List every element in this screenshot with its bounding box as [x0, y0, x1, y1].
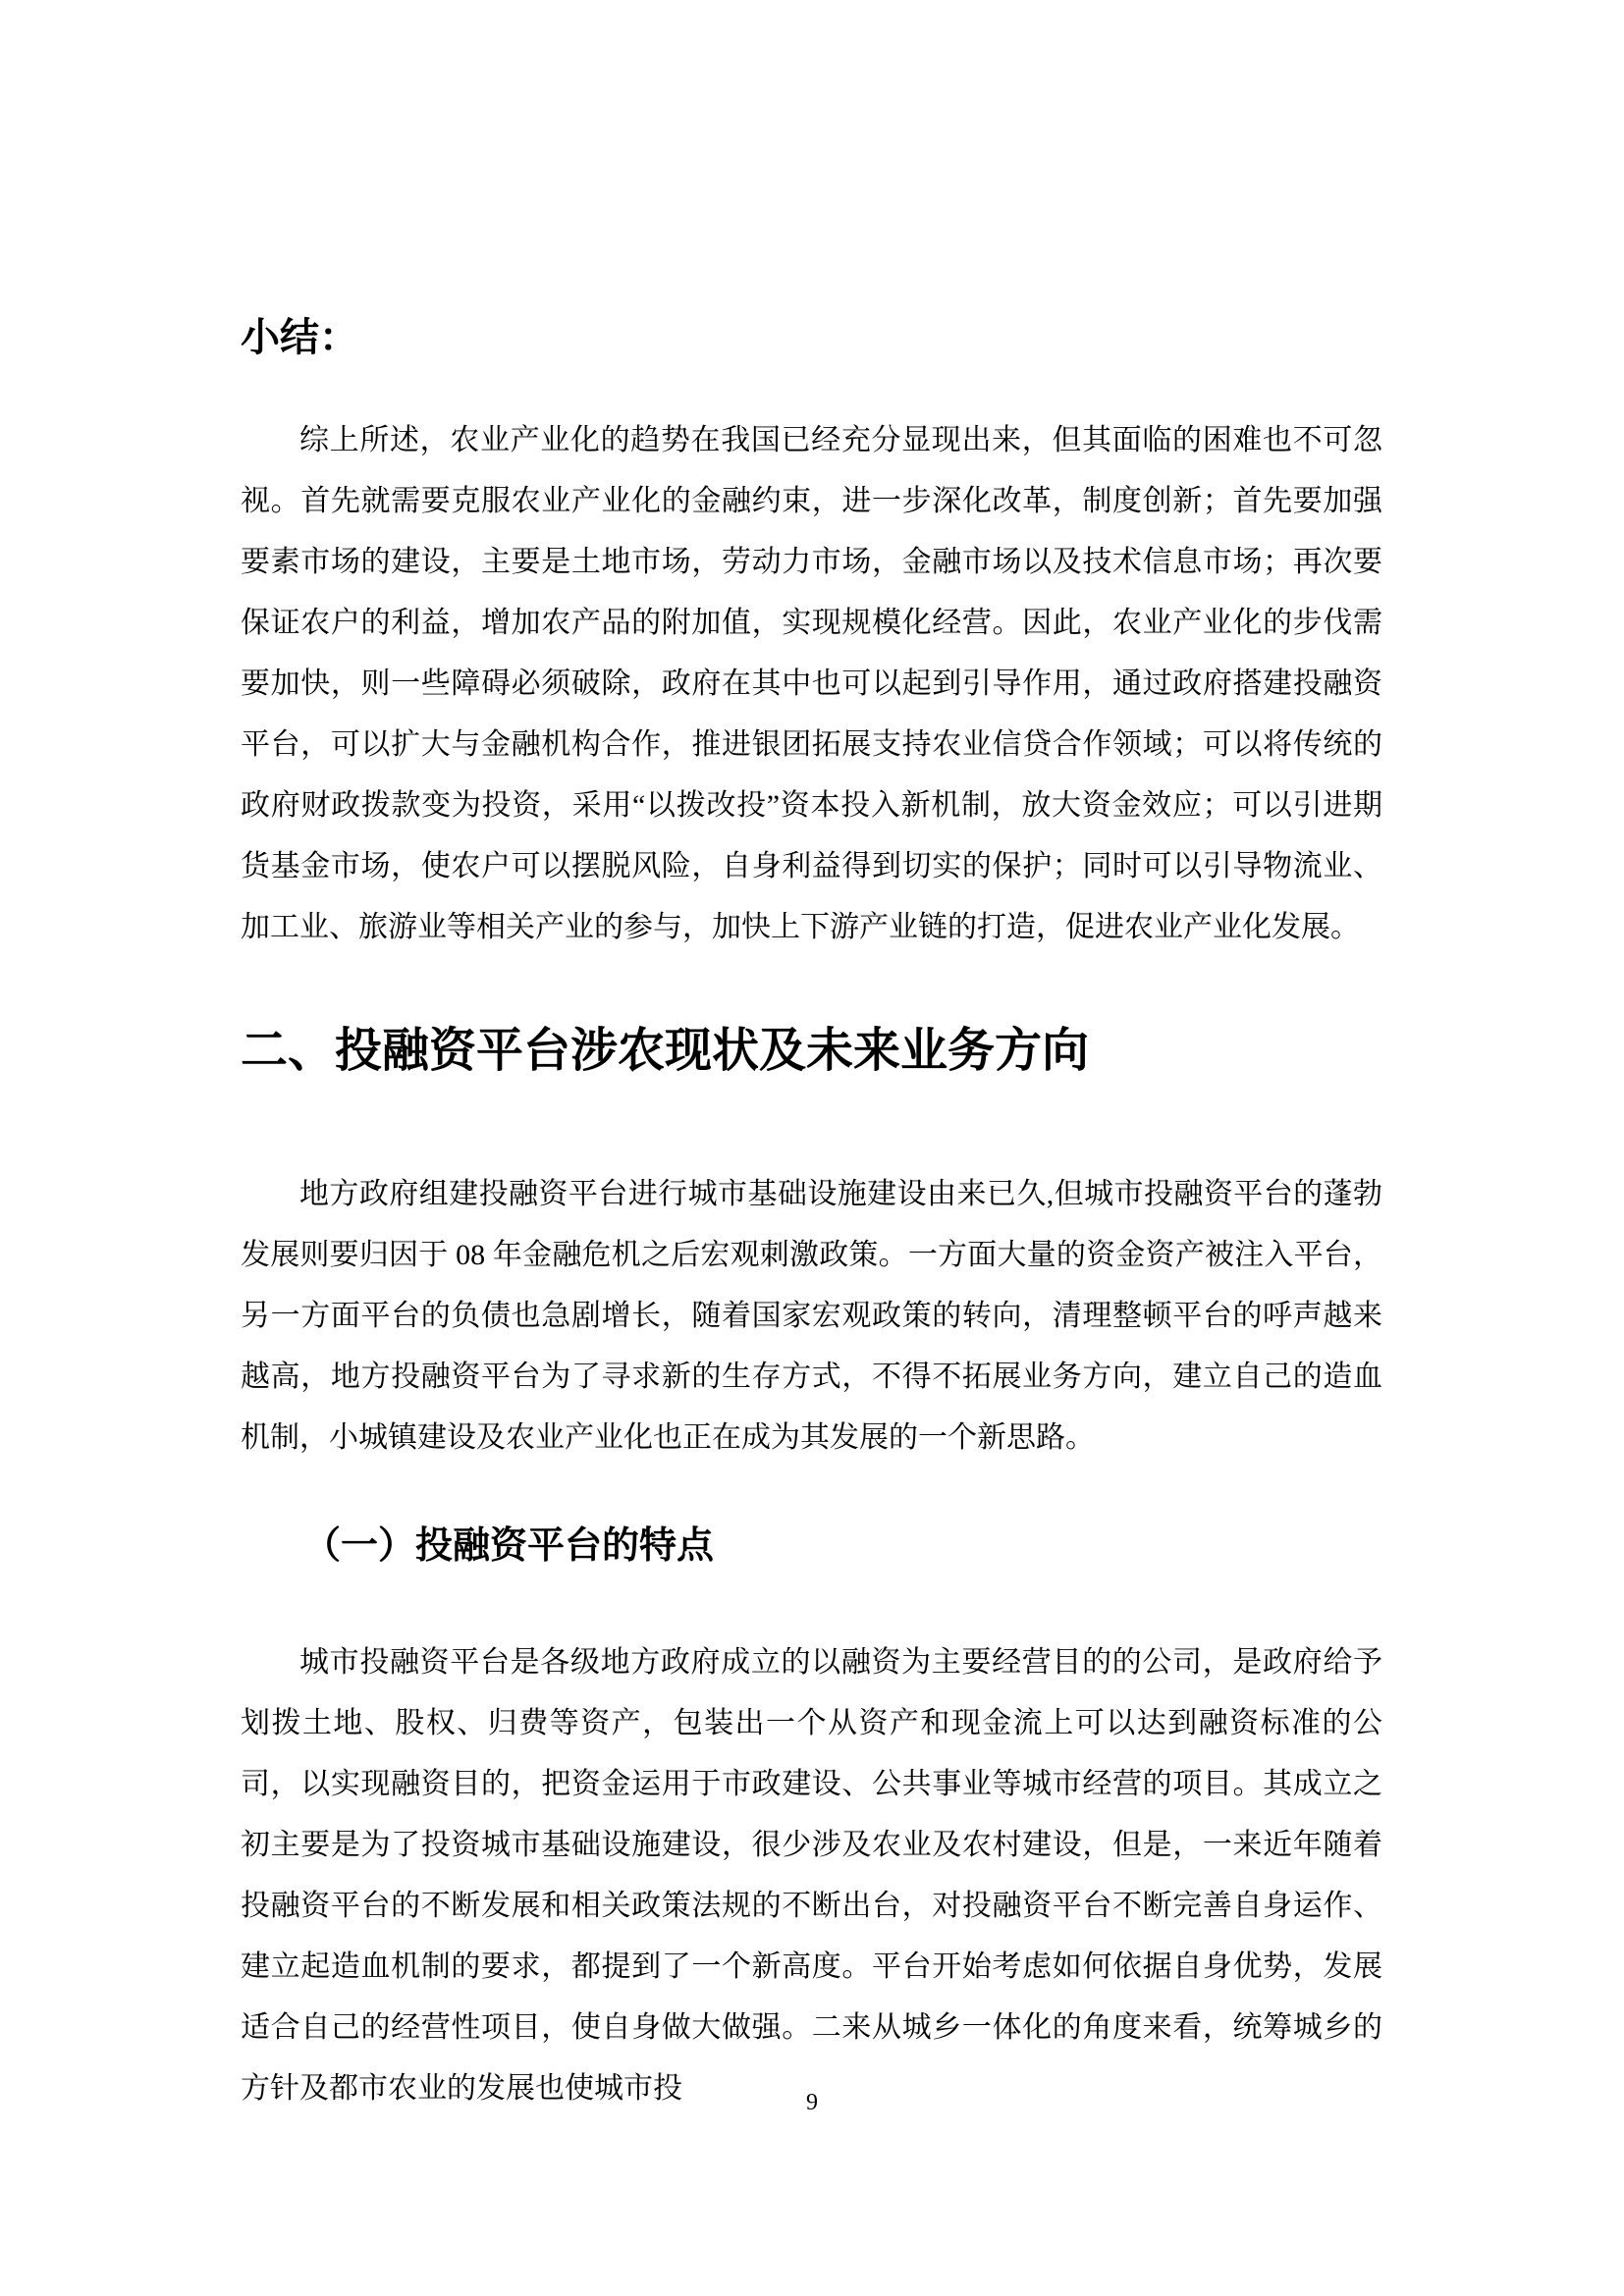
subsection-paragraph: 城市投融资平台是各级地方政府成立的以融资为主要经营目的的公司，是政府给予划拨土地、股权、归费等资产，包装出一个从资产和现金流上可以达到融资标准的公司，以实现融资目的，把资金运用于市政建设、公共事业等城市经营的项目。其成立之初主要是为了投资城市基础设施建设，很少涉及农业及农村建设，但是，一来近年随着投融资平台的不断发展和相关政策法规的不断出台，对投融资平台不断完善自身运作、建立起造血机制的要求，都提到了一个新高度。平台开始考虑如何依据自身优势，发展适合自己的经营性项目，使自身做大做强。二来从城乡一体化的角度来看，统筹城乡的方针及都市农业的发展也使城市投: [241, 1646, 1382, 2105]
page-number: 9: [806, 2090, 818, 2115]
section-heading: 二、投融资平台涉农现状及未来业务方向: [241, 1025, 1090, 1077]
summary-heading: 小结：: [241, 315, 358, 359]
summary-paragraph: 综上所述，农业产业化的趋势在我国已经充分显现出来，但其面临的困难也不可忽视。首先就需要克服农业产业化的金融约束，进一步深化改革，制度创新；首先要加强要素市场的建设，主要是土地市场，劳动力市场，金融市场以及技术信息市场；再次要保证农户的利益，增加农产品的附加值，实现规模化经营。因此，农业产业化的步伐需要加快，则一些障碍必须破除，政府在其中也可以起到引导作用，通过政府搭建投融资平台，可以扩大与金融机构合作，推进银团拓展支持农业信贷合作领域；可以将传统的政府财政拨款变为投资，采用“以拨改投”资本投入新机制，放大资金效应；可以引进期货基金市场，使农户可以摆脱风险，自身利益得到切实的保护；同时可以引导物流业、加工业、旅游业等相关产业的参与，加快上下游产业链的打造，促进农业产业化发展。: [241, 424, 1382, 943]
section-intro-paragraph: 地方政府组建投融资平台进行城市基础设施建设由来已久,但城市投融资平台的蓬勃发展则要归因于 08 年金融危机之后宏观刺激政策。一方面大量的资金资产被注入平台，另一方面平台的负债也急剧增长，随着国家宏观政策的转向，清理整顿平台的呼声越来越高，地方投融资平台为了寻求新的生存方式，不得不拓展业务方向，建立自己的造血机制，小城镇建设及农业产业化也正在成为其发展的一个新思路。: [241, 1178, 1382, 1454]
subsection-heading: （一）投融资平台的特点: [303, 1525, 715, 1567]
